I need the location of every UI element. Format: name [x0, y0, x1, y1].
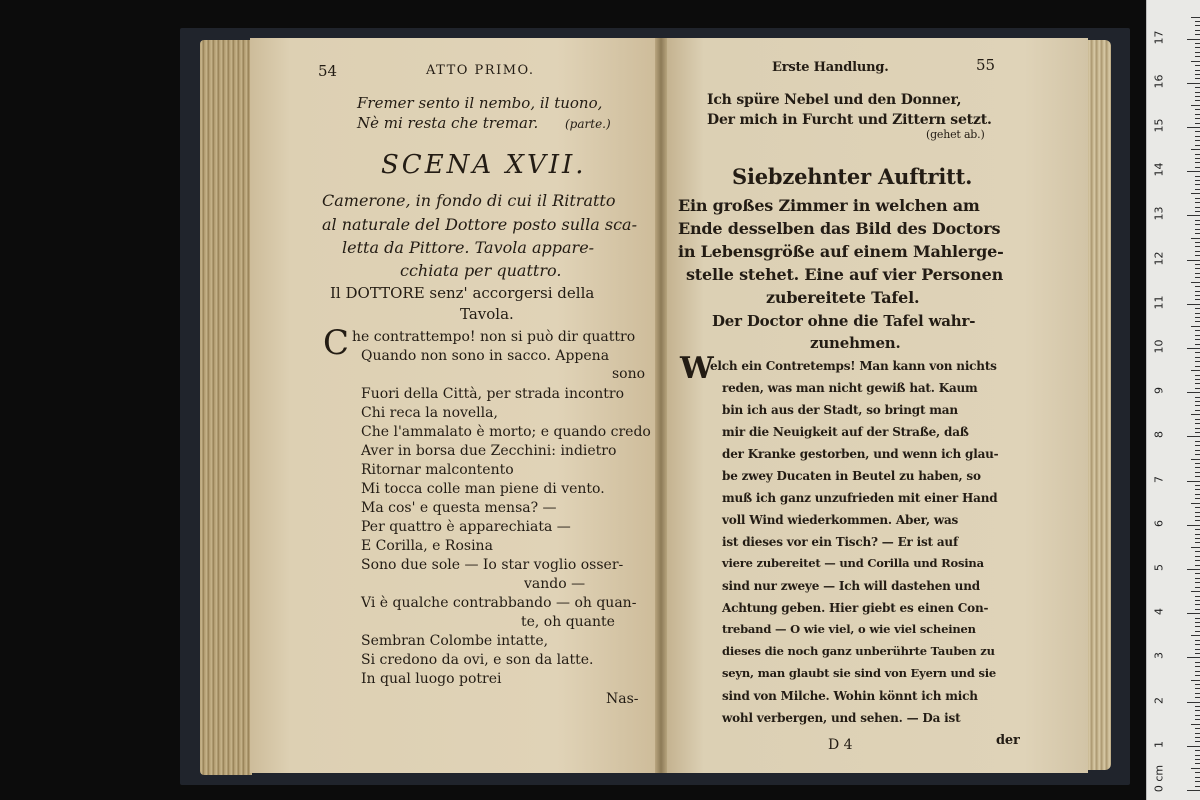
left-verse-line: Sono due sole — Io star voglio osser-: [361, 557, 624, 573]
measurement-ruler: [1146, 0, 1200, 800]
ruler-tick: [1195, 423, 1200, 424]
ruler-tick: [1195, 454, 1200, 455]
left-stage-direction: (parte.): [565, 117, 611, 131]
right-scene-description-line: zubereitete Tafel.: [766, 288, 920, 307]
left-verse-line: Sembran Colombe intatte,: [361, 633, 549, 649]
ruler-label: 15: [1152, 118, 1166, 133]
ruler-tick: [1195, 145, 1200, 146]
ruler-tick: [1195, 428, 1200, 429]
left-verse-line: E Corilla, e Rosina: [361, 538, 493, 554]
ruler-label: 11: [1152, 295, 1166, 310]
ruler-tick: [1195, 596, 1200, 597]
ruler-tick: [1195, 759, 1200, 760]
right-signature-mark: D 4: [828, 737, 853, 753]
ruler-tick: [1195, 467, 1200, 468]
left-scene-title: SCENA XVII.: [381, 150, 587, 180]
ruler-tick: [1187, 127, 1200, 128]
ruler-tick: [1195, 512, 1200, 513]
ruler-tick: [1195, 671, 1200, 672]
ruler-tick: [1195, 286, 1200, 287]
ruler-tick: [1191, 459, 1200, 460]
ruler-tick: [1195, 494, 1200, 495]
ruler-tick: [1191, 193, 1200, 194]
ruler-tick: [1195, 786, 1200, 787]
ruler-tick: [1195, 600, 1200, 601]
ruler-tick: [1195, 649, 1200, 650]
right-character-direction: Der Doctor ohne die Tafel wahr-: [712, 312, 976, 330]
ruler-tick: [1195, 675, 1200, 676]
ruler-tick: [1195, 52, 1200, 53]
right-running-head: Erste Handlung.: [772, 60, 889, 75]
ruler-tick: [1195, 114, 1200, 115]
ruler-tick: [1195, 432, 1200, 433]
left-verse-line: Ma cos' e questa mensa? —: [361, 500, 557, 516]
ruler-tick: [1195, 366, 1200, 367]
ruler-tick: [1195, 397, 1200, 398]
right-prose-line: der Kranke gestorben, und wenn ich glau-: [722, 447, 999, 461]
ruler-tick: [1187, 83, 1200, 84]
left-verse-line: Quando non sono in sacco. Appena: [361, 348, 610, 364]
ruler-tick: [1195, 631, 1200, 632]
ruler-tick: [1195, 388, 1200, 389]
left-verse-line: Chi reca la novella,: [361, 405, 498, 421]
ruler-tick: [1191, 547, 1200, 548]
ruler-tick: [1195, 233, 1200, 234]
left-verse-line: Mi tocca colle man piene di vento.: [361, 481, 605, 497]
ruler-tick: [1187, 171, 1200, 172]
ruler-tick: [1195, 357, 1200, 358]
ruler-tick: [1195, 154, 1200, 155]
ruler-tick: [1195, 78, 1200, 79]
ruler-tick: [1187, 790, 1200, 791]
ruler-tick: [1195, 485, 1200, 486]
ruler-tick: [1195, 472, 1200, 473]
ruler-tick: [1195, 87, 1200, 88]
ruler-tick: [1195, 70, 1200, 71]
ruler-tick: [1195, 662, 1200, 663]
ruler-tick: [1195, 180, 1200, 181]
ruler-tick: [1195, 330, 1200, 331]
right-scene-description-line: stelle stehet. Eine auf vier Personen: [686, 265, 1004, 284]
ruler-tick: [1195, 92, 1200, 93]
ruler-tick: [1195, 317, 1200, 318]
ruler-label: 1: [1152, 740, 1166, 748]
ruler-tick: [1195, 653, 1200, 654]
right-prose-line: sind von Milche. Wohin könnt ich mich: [722, 689, 978, 703]
left-verse-line: Per quattro è apparechiata —: [361, 519, 571, 535]
ruler-tick: [1195, 74, 1200, 75]
right-scene-description-line: Ein großes Zimmer in welchen am: [678, 196, 980, 215]
ruler-tick: [1195, 339, 1200, 340]
right-prose-line: Achtung geben. Hier giebt es einen Con-: [722, 601, 989, 615]
right-prose-line: wohl verbergen, und sehen. — Da ist: [722, 711, 961, 725]
right-scene-description-line: in Lebensgröße auf einem Mahlerge-: [678, 242, 1004, 261]
right-prose-line: elch ein Contretemps! Man kann von nichts: [710, 359, 997, 373]
ruler-tick: [1195, 640, 1200, 641]
ruler-tick: [1191, 414, 1200, 415]
ruler-tick: [1191, 282, 1200, 283]
ruler-tick: [1195, 644, 1200, 645]
ruler-tick: [1195, 224, 1200, 225]
ruler-tick: [1195, 167, 1200, 168]
ruler-tick: [1195, 30, 1200, 31]
left-scene-description-line: al naturale del Dottore posto sulla sca-: [322, 215, 637, 234]
ruler-tick: [1191, 680, 1200, 681]
ruler-tick: [1195, 737, 1200, 738]
ruler-tick: [1195, 211, 1200, 212]
right-prose-line: seyn, man glaubt sie sind von Eyern und sie: [722, 666, 997, 680]
ruler-label: 9: [1152, 387, 1166, 395]
left-scene-description-line: cchiata per quattro.: [400, 261, 562, 280]
ruler-tick: [1195, 560, 1200, 561]
ruler-tick: [1195, 507, 1200, 508]
ruler-tick: [1195, 47, 1200, 48]
right-prose-line: dieses die noch ganz unberührte Tauben zu: [722, 644, 995, 658]
ruler-tick: [1195, 118, 1200, 119]
right-drop-cap: W: [680, 351, 714, 386]
ruler-tick: [1195, 463, 1200, 464]
ruler-label: 3: [1152, 652, 1166, 660]
ruler-tick: [1195, 609, 1200, 610]
ruler-label: 4: [1152, 608, 1166, 616]
left-character-direction: Il DOTTORE senz' accorgersi della: [330, 284, 595, 302]
ruler-tick: [1187, 392, 1200, 393]
ruler-tick: [1195, 299, 1200, 300]
ruler-tick: [1195, 401, 1200, 402]
ruler-tick: [1195, 520, 1200, 521]
left-verse-line: vando —: [524, 576, 586, 592]
ruler-tick: [1195, 198, 1200, 199]
ruler-tick: [1187, 304, 1200, 305]
ruler-tick: [1195, 268, 1200, 269]
ruler-tick: [1195, 313, 1200, 314]
ruler-tick: [1195, 697, 1200, 698]
ruler-tick: [1195, 741, 1200, 742]
ruler-tick: [1191, 17, 1200, 18]
right-stage-direction: (gehet ab.): [926, 128, 985, 141]
left-verse-line: Aver in borsa due Zecchini: indietro: [361, 443, 617, 459]
ruler-tick: [1195, 573, 1200, 574]
ruler-label: 6: [1152, 519, 1166, 527]
ruler-tick: [1195, 534, 1200, 535]
ruler-tick: [1195, 410, 1200, 411]
ruler-tick: [1195, 277, 1200, 278]
ruler-tick: [1195, 733, 1200, 734]
right-prose-line: voll Wind wiederkommen. Aber, was: [722, 513, 959, 527]
ruler-tick: [1187, 39, 1200, 40]
ruler-tick: [1195, 587, 1200, 588]
right-prose-line: be zwey Ducaten in Beutel zu haben, so: [722, 469, 981, 483]
ruler-tick: [1195, 229, 1200, 230]
ruler-tick: [1187, 613, 1200, 614]
ruler-tick: [1191, 503, 1200, 504]
right-scene-title: Siebzehnter Auftritt.: [732, 164, 973, 189]
ruler-tick: [1195, 25, 1200, 26]
ruler-tick: [1195, 684, 1200, 685]
ruler-tick: [1195, 476, 1200, 477]
right-prose-line: sind nur zweye — Ich will dastehen und: [722, 579, 980, 593]
left-character-direction: Tavola.: [460, 305, 514, 323]
left-scene-description-line: letta da Pittore. Tavola appare-: [342, 238, 595, 257]
ruler-tick: [1195, 176, 1200, 177]
ruler-tick: [1195, 719, 1200, 720]
ruler-tick: [1195, 755, 1200, 756]
left-verse-line: he contrattempo! non si può dir quattro: [352, 329, 636, 345]
ruler-tick: [1195, 750, 1200, 751]
right-page-number: 55: [976, 56, 996, 74]
left-verse-line: Ritornar malcontento: [361, 462, 514, 478]
ruler-tick: [1195, 405, 1200, 406]
ruler-tick: [1195, 295, 1200, 296]
ruler-tick: [1195, 109, 1200, 110]
right-prose-line: bin ich aus der Stadt, so bringt man: [722, 403, 958, 417]
ruler-tick: [1195, 556, 1200, 557]
left-intro-line: Nè mi resta che tremar.: [357, 114, 539, 132]
right-scene-description-line: Ende desselben das Bild des Doctors: [678, 219, 1001, 238]
right-prose-line: treband — O wie viel, o wie viel scheinen: [722, 622, 976, 636]
ruler-tick: [1195, 65, 1200, 66]
ruler-label: 13: [1152, 206, 1166, 221]
ruler-tick: [1195, 162, 1200, 163]
ruler-tick: [1195, 383, 1200, 384]
ruler-tick: [1195, 131, 1200, 132]
ruler-tick: [1195, 542, 1200, 543]
ruler-tick: [1195, 255, 1200, 256]
ruler-tick: [1195, 498, 1200, 499]
ruler-tick: [1191, 105, 1200, 106]
ruler-tick: [1191, 635, 1200, 636]
left-verse-line: Vi è qualche contrabbando — oh quan-: [361, 595, 637, 611]
ruler-tick: [1191, 591, 1200, 592]
ruler-tick: [1191, 238, 1200, 239]
ruler-tick: [1195, 450, 1200, 451]
ruler-tick: [1195, 728, 1200, 729]
ruler-tick: [1187, 657, 1200, 658]
right-prose-line: reden, was man nicht gewiß hat. Kaum: [722, 381, 978, 395]
ruler-tick: [1195, 582, 1200, 583]
ruler-tick: [1195, 706, 1200, 707]
ruler-tick: [1195, 538, 1200, 539]
ruler-label: 2: [1152, 696, 1166, 704]
ruler-tick: [1195, 361, 1200, 362]
ruler-tick: [1195, 246, 1200, 247]
ruler-tick: [1195, 21, 1200, 22]
left-running-head: ATTO PRIMO.: [426, 63, 535, 78]
ruler-tick: [1195, 220, 1200, 221]
ruler-tick: [1191, 768, 1200, 769]
ruler-tick: [1195, 344, 1200, 345]
ruler-tick: [1195, 578, 1200, 579]
ruler-tick: [1195, 516, 1200, 517]
ruler-tick: [1195, 100, 1200, 101]
ruler-tick: [1191, 149, 1200, 150]
right-intro-line: Ich spüre Nebel und den Donner,: [707, 92, 962, 108]
ruler-tick: [1195, 264, 1200, 265]
ruler-tick: [1195, 688, 1200, 689]
ruler-tick: [1191, 326, 1200, 327]
left-scene-description-line: Camerone, in fondo di cui il Ritratto: [322, 191, 616, 210]
ruler-tick: [1195, 626, 1200, 627]
ruler-tick: [1187, 260, 1200, 261]
ruler-tick: [1195, 184, 1200, 185]
ruler-tick: [1187, 215, 1200, 216]
ruler-tick: [1195, 56, 1200, 57]
left-intro-line: Fremer sento il nembo, il tuono,: [357, 94, 603, 112]
ruler-tick: [1195, 242, 1200, 243]
ruler-tick: [1195, 123, 1200, 124]
ruler-tick: [1195, 291, 1200, 292]
ruler-tick: [1195, 604, 1200, 605]
ruler-label: 12: [1152, 251, 1166, 266]
ruler-label: 0 cm: [1152, 764, 1166, 793]
right-prose-line: mir die Neuigkeit auf der Straße, daß: [722, 425, 969, 439]
ruler-tick: [1195, 763, 1200, 764]
ruler-tick: [1195, 251, 1200, 252]
ruler-tick: [1187, 436, 1200, 437]
right-intro-line: Der mich in Furcht und Zittern setzt.: [707, 112, 992, 128]
ruler-tick: [1195, 375, 1200, 376]
ruler-tick: [1195, 136, 1200, 137]
ruler-tick: [1195, 715, 1200, 716]
book-gutter: [655, 38, 667, 773]
right-prose-line: ist dieses vor ein Tisch? — Er ist auf: [722, 535, 958, 549]
ruler-tick: [1195, 529, 1200, 530]
ruler-label: 17: [1152, 30, 1166, 45]
ruler-tick: [1195, 772, 1200, 773]
ruler-tick: [1195, 158, 1200, 159]
ruler-label: 5: [1152, 564, 1166, 571]
ruler-tick: [1187, 746, 1200, 747]
ruler-tick: [1195, 308, 1200, 309]
ruler-tick: [1195, 335, 1200, 336]
ruler-tick: [1195, 202, 1200, 203]
left-catchword: Nas-: [606, 691, 639, 707]
ruler-tick: [1195, 273, 1200, 274]
ruler-tick: [1195, 622, 1200, 623]
ruler-tick: [1191, 370, 1200, 371]
ruler-tick: [1195, 445, 1200, 446]
right-prose-line: muß ich ganz unzufrieden mit einer Hand: [722, 491, 998, 505]
ruler-tick: [1195, 96, 1200, 97]
ruler-tick: [1187, 348, 1200, 349]
ruler-tick: [1195, 441, 1200, 442]
ruler-tick: [1187, 481, 1200, 482]
left-drop-cap: C: [323, 323, 350, 363]
ruler-tick: [1195, 419, 1200, 420]
left-verse-line: te, oh quante: [521, 614, 615, 630]
ruler-label: 10: [1152, 339, 1166, 354]
right-catchword: der: [996, 733, 1020, 748]
ruler-tick: [1195, 618, 1200, 619]
left-page-number: 54: [318, 62, 338, 80]
ruler-tick: [1195, 189, 1200, 190]
ruler-tick: [1195, 207, 1200, 208]
ruler-tick: [1195, 352, 1200, 353]
right-character-direction: zunehmen.: [810, 334, 901, 352]
left-verse-line: Si credono da ovi, e son da latte.: [361, 652, 594, 668]
left-verse-line: In qual luogo potrei: [361, 671, 502, 687]
ruler-tick: [1195, 140, 1200, 141]
ruler-tick: [1195, 489, 1200, 490]
ruler-tick: [1195, 565, 1200, 566]
ruler-label: 7: [1152, 475, 1166, 483]
ruler-tick: [1195, 34, 1200, 35]
ruler-tick: [1195, 666, 1200, 667]
ruler-tick: [1195, 777, 1200, 778]
ruler-tick: [1195, 693, 1200, 694]
left-verse-line: sono: [612, 366, 646, 382]
ruler-tick: [1195, 551, 1200, 552]
ruler-tick: [1195, 43, 1200, 44]
ruler-tick: [1191, 61, 1200, 62]
ruler-tick: [1187, 702, 1200, 703]
ruler-tick: [1191, 724, 1200, 725]
left-page-edges: [200, 40, 252, 775]
ruler-label: 8: [1152, 431, 1166, 439]
ruler-label: 16: [1152, 74, 1166, 89]
ruler-tick: [1195, 781, 1200, 782]
left-verse-line: Fuori della Città, per strada incontro: [361, 386, 624, 402]
ruler-tick: [1195, 321, 1200, 322]
right-prose-line: viere zubereitet — und Corilla und Rosina: [722, 556, 984, 570]
ruler-tick: [1195, 379, 1200, 380]
left-verse-line: Che l'ammalato è morto; e quando credo: [361, 424, 651, 440]
ruler-tick: [1195, 710, 1200, 711]
ruler-tick: [1187, 569, 1200, 570]
ruler-label: 14: [1152, 162, 1166, 177]
ruler-tick: [1187, 525, 1200, 526]
